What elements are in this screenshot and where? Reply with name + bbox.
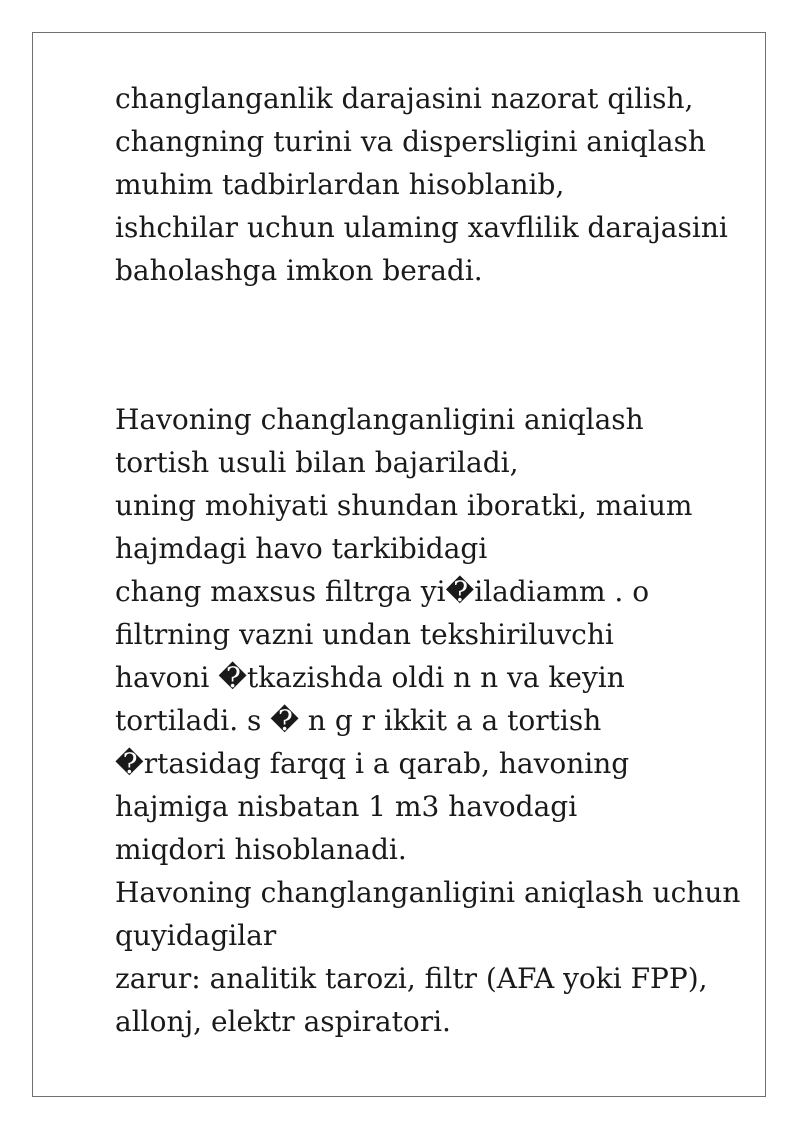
document-page <box>32 32 766 1097</box>
text-line: quyidagilar <box>115 919 277 952</box>
text-line: tortish usuli bilan bajariladi, <box>115 446 519 479</box>
text-line: hajmdagi havo tarkibidagi <box>115 532 488 565</box>
text-line: baholashga imkon beradi. <box>115 254 483 287</box>
text-line: changlanganlik darajasini nazorat qilish, <box>115 82 694 115</box>
text-line: �rtasidag farqq i a qarab, havoning <box>115 747 630 780</box>
paragraph-2 <box>115 398 740 1043</box>
text-line: hajmiga nisbatan 1 m3 havodagi <box>115 790 578 823</box>
text-line: havoni �tkazishda oldi n n va keyin <box>115 661 625 694</box>
text-line: muhim tadbirlardan hisoblanib, <box>115 168 565 201</box>
text-line: Havoning changlanganligini aniqlash uchun <box>115 876 741 909</box>
text-line: miqdori hisoblanadi. <box>115 833 407 866</box>
text-line: filtrning vazni undan tekshiriluvchi <box>115 618 614 651</box>
text-line: ishchilar uchun ulaming xavflilik darajasini <box>115 211 728 244</box>
text-line: Havoning changlanganligini aniqlash <box>115 403 644 436</box>
text-line: allonj, elektr aspiratori. <box>115 1005 451 1038</box>
text-line: chang maxsus filtrga yi�iladiamm . o <box>115 575 650 608</box>
text-line: changning turini va dispersligini aniqlash <box>115 125 706 158</box>
paragraph-1 <box>115 77 728 292</box>
text-line: tortiladi. s � n g r ikkit a a tortish <box>115 704 602 737</box>
text-line: zarur: analitik tarozi, filtr (AFA yoki FPP), <box>115 962 708 995</box>
text-line: uning mohiyati shundan iboratki, maium <box>115 489 693 522</box>
